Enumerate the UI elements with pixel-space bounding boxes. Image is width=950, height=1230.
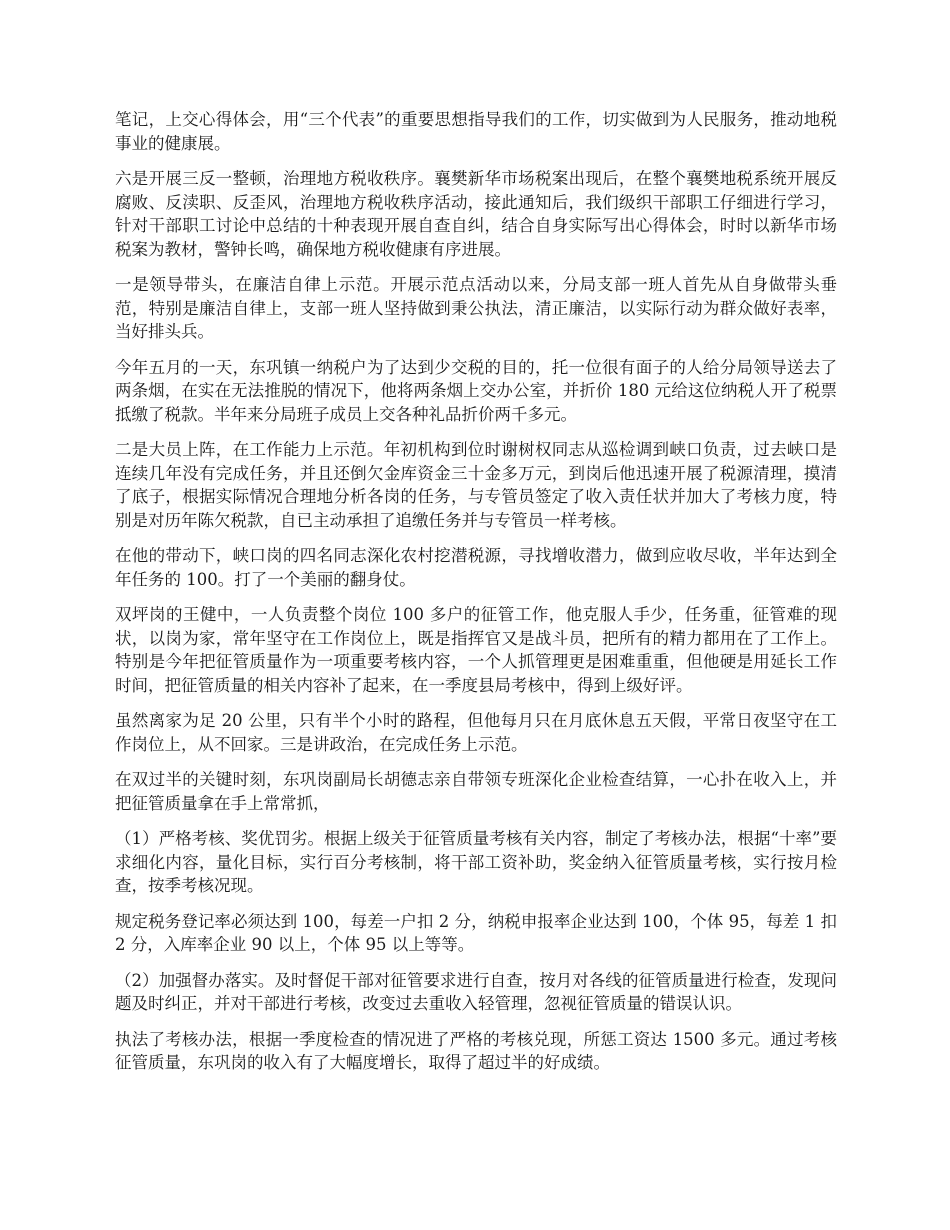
paragraph: 今年五月的一天，东巩镇一纳税户为了达到少交税的目的，托一位很有面子的人给分局领导送去了两条烟，在实在无法推脱的情况下，他将两条烟上交办公室，并折价 180 元给这位纳税人开了税票抵缴了税款。半年来分局班子成员上交各种礼品折价两千多元。 (115, 357, 837, 424)
document-page (115, 108, 837, 1087)
paragraph: 双坪岗的王健中，一人负责整个岗位 100 多户的征管工作，他克服人手少，任务重，征管难的现状，以岗为家，常年坚守在工作岗位上，既是指挥官又是战斗员，把所有的精力都用在了工作上。特别是今年把征管质量作为一项重要考核内容，一个人抓管理更是困难重重，但他硬是用延长工作时间，把征管质量的相关内容补了起来，在一季度县局考核中，得到上级好评。 (115, 605, 837, 695)
paragraph: 在双过半的关键时刻，东巩岗副局长胡德志亲自带领专班深化企业检查结算，一心扑在收入上，并把征管质量拿在手上常常抓， (115, 770, 837, 813)
paragraph: 在他的带动下，峡口岗的四名同志深化农村挖潜税源，寻找增收潜力，做到应收尽收，半年达到全年任务的 100。打了一个美丽的翻身仗。 (115, 546, 837, 589)
paragraph: （2）加强督办落实。及时督促干部对征管要求进行自查，按月对各线的征管质量进行检查，发现问题及时纠正，并对干部进行考核，改变过去重收入轻管理，忽视征管质量的错误认识。 (115, 970, 837, 1013)
paragraph: 一是领导带头，在廉洁自律上示范。开展示范点活动以来，分局支部一班人首先从自身做带头垂范，特别是廉洁自律上，支部一班人坚持做到秉公执法，清正廉洁，以实际行动为群众做好表率，当好排头兵。 (115, 275, 837, 341)
paragraph: （1）严格考核、奖优罚劣。根据上级关于征管质量考核有关内容，制定了考核办法，根据“十率”要求细化内容，量化目标，实行百分考核制，将干部工资补助，奖金纳入征管质量考核，实行按月检查，按季考核况现。 (115, 829, 837, 895)
paragraph: 二是大员上阵，在工作能力上示范。年初机构到位时谢树权同志从巡检调到峡口负责，过去峡口是连续几年没有完成任务，并且还倒欠金库资金三十金多万元，到岗后他迅速开展了税源清理，摸清了底子，根据实际情况合理地分析各岗的任务，与专管员签定了收入责任状并加大了考核力度，特别是对历年陈欠税款，自已主动承担了追缴任务并与专管员一样考核。 (115, 440, 837, 530)
paragraph: 六是开展三反一整顿，治理地方税收秩序。襄樊新华市场税案出现后，在整个襄樊地税系统开展反腐败、反渎职、反歪风，治理地方税收秩序活动，接此通知后，我们级织干部职工仔细进行学习，针对干部职工讨论中总结的十种表现开展自查自纠，结合自身实际写出心得体会，时时以新华市场税案为教材，警钟长鸣，确保地方税收健康有序进展。 (115, 169, 837, 259)
paragraph: 执法了考核办法，根据一季度检查的情况进了严格的考核兑现，所惩工资达 1500 多元。通过考核征管质量，东巩岗的收入有了大幅度增长，取得了超过半的好成绩。 (115, 1029, 837, 1072)
paragraph: 虽然离家为足 20 公里，只有半个小时的路程，但他每月只在月底休息五天假，平常日夜坚守在工作岗位上，从不回家。三是讲政治，在完成任务上示范。 (115, 711, 837, 754)
paragraph: 笔记，上交心得体会，用“三个代表”的重要思想指导我们的工作，切实做到为人民服务，推动地税事业的健康展。 (115, 110, 837, 153)
paragraph: 规定税务登记率必须达到 100，每差一户扣 2 分，纳税申报率企业达到 100，个体 95，每差 1 扣 2 分，入库率企业 90 以上，个体 95 以上等等。 (115, 911, 837, 954)
